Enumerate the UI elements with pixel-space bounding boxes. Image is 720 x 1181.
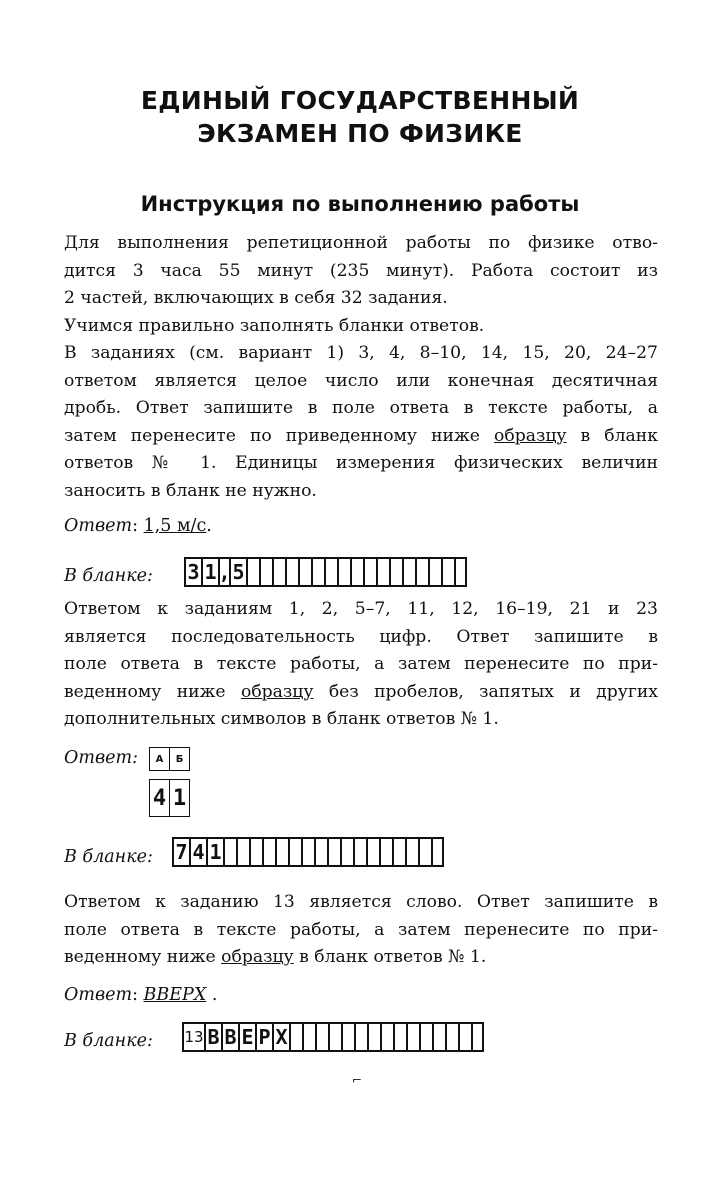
answer-cell-filled: 3 <box>184 557 201 587</box>
answer-cell-empty <box>246 557 259 587</box>
answer-punct: . <box>206 985 218 1005</box>
blank-1-label: В бланке: <box>64 566 153 586</box>
text-line <box>64 944 658 972</box>
answer-cell-empty <box>324 557 337 587</box>
task-number-cell: 13 <box>182 1022 204 1052</box>
text-line: является последовательность цифр. Ответ запишите в <box>64 626 658 647</box>
answer-cell-empty <box>353 837 366 867</box>
answer-cell-empty <box>363 557 376 587</box>
answer-cell-empty <box>259 557 272 587</box>
column-a-value: 4 <box>150 780 170 817</box>
answer-cell-filled: Е <box>238 1022 255 1052</box>
answer-cell-empty <box>327 837 340 867</box>
instruction-heading: Инструкция по выполнению работы <box>140 192 580 216</box>
answer-cell-empty <box>376 557 389 587</box>
text-fragment: в бланк <box>566 425 658 446</box>
answer-cell-empty <box>311 557 324 587</box>
answer-cell-filled: В <box>221 1022 238 1052</box>
answer-label: Ответ <box>64 985 133 1005</box>
answer-cell-empty <box>315 1022 328 1052</box>
answer-cell-empty <box>288 837 301 867</box>
answer-cell-empty <box>301 837 314 867</box>
title-line-1: ЕДИНЫЙ ГОСУДАРСТВЕННЫЙ <box>140 86 580 115</box>
text-line: 2 частей, включающих в себя 32 задания. <box>64 288 448 308</box>
answer-sheet-row-3 <box>182 1022 484 1052</box>
column-b-value: 1 <box>170 780 190 817</box>
answer-cell-empty <box>471 1022 484 1052</box>
answer-cell-empty <box>328 1022 341 1052</box>
answer-cell-empty <box>302 1022 315 1052</box>
answer-cell-empty <box>272 557 285 587</box>
answer-cell-filled: В <box>204 1022 221 1052</box>
text-line: заносить в бланк не нужно. <box>64 480 317 501</box>
sample-underlined: образцу <box>240 681 314 702</box>
answer-cell-empty <box>298 557 311 587</box>
answer-cell-empty <box>419 1022 432 1052</box>
text-fragment: веденному ниже <box>64 947 222 967</box>
answer-cell-empty <box>262 837 275 867</box>
text-fragment: без пробелов, запятых и других <box>313 681 658 702</box>
text-line <box>64 423 658 451</box>
answer-sheet-row-1 <box>184 557 467 587</box>
answer-2-label: Ответ: <box>64 748 138 768</box>
text-line: дится 3 часа 55 минут (235 минут). Работа состоит из <box>64 260 658 281</box>
answer-cell-empty <box>366 837 379 867</box>
answer-cell-empty <box>392 837 405 867</box>
answer-punct: . <box>206 516 212 536</box>
answer-cell-empty <box>379 837 392 867</box>
column-b-header: Б <box>170 748 190 771</box>
page-mark: ⌐ <box>352 1073 363 1087</box>
answer-cell-empty <box>380 1022 393 1052</box>
answer-value: ВВЕРХ <box>143 985 207 1005</box>
answer-cell-filled: 1 <box>206 837 223 867</box>
text-line: В заданиях (см. вариант 1) 3, 4, 8–10, 14, 15, 20, 24–27 <box>64 343 658 363</box>
answer-cell-empty <box>223 837 236 867</box>
answer-cell-empty <box>350 557 363 587</box>
answer-cell-empty <box>340 837 353 867</box>
answer-cell-empty <box>393 1022 406 1052</box>
answer-cell-empty <box>285 557 298 587</box>
sample-underlined: образцу <box>494 425 567 446</box>
answer-cell-empty <box>406 1022 419 1052</box>
answer-cell-empty <box>418 837 431 867</box>
answer-cell-empty <box>441 557 454 587</box>
answer-colon: : <box>132 516 144 536</box>
text-fragment: в бланк ответов № 1. <box>293 947 487 967</box>
text-line <box>64 679 658 707</box>
blank-3-label: В бланке: <box>64 1031 153 1051</box>
text-line: Для выполнения репетиционной работы по физике отво- <box>64 233 658 253</box>
text-line: Ответом к заданию 13 является слово. Ответ запишите в <box>64 892 658 912</box>
answer-label: Ответ <box>64 516 133 536</box>
answer-cell-empty <box>402 557 415 587</box>
text-line: Учимся правильно заполнять бланки ответов. <box>64 315 485 336</box>
answer-cell-empty <box>389 557 402 587</box>
answer-cell-filled: Р <box>255 1022 272 1052</box>
text-line: ответом является целое число или конечная десятичная <box>64 370 658 391</box>
answer-cell-filled: 4 <box>189 837 206 867</box>
answer-cell-filled: 5 <box>229 557 246 587</box>
page-title <box>0 84 720 150</box>
text-line: поле ответа в тексте работы, а затем перенесите по при- <box>64 919 658 940</box>
answer-cell-empty <box>405 837 418 867</box>
column-a-header: А <box>150 748 170 771</box>
text-line: дополнительных символов в бланк ответов № 1. <box>64 709 499 729</box>
answer-value: 1,5 м/с <box>143 516 207 536</box>
answer-cell-empty <box>289 1022 302 1052</box>
answer-cell-empty <box>314 837 327 867</box>
answer-cell-empty <box>275 837 288 867</box>
answer-sheet-row-2 <box>172 837 444 867</box>
answer-3 <box>64 983 217 1007</box>
answer-cell-empty <box>445 1022 458 1052</box>
answer-cell-empty <box>454 557 467 587</box>
title-line-2: ЭКЗАМЕН ПО ФИЗИКЕ <box>197 119 523 148</box>
answer-cell-empty <box>432 1022 445 1052</box>
answer-cell-filled: Х <box>272 1022 289 1052</box>
instruction-paragraph-3 <box>64 889 658 972</box>
text-fragment: веденному ниже <box>64 681 241 702</box>
answer-cell-empty <box>341 1022 354 1052</box>
instruction-paragraph-2 <box>64 596 658 734</box>
answer-cell-empty <box>415 557 428 587</box>
answer-cell-empty <box>236 837 249 867</box>
answer-cell-empty <box>354 1022 367 1052</box>
text-line: поле ответа в тексте работы, а затем перенесите по при- <box>64 654 658 674</box>
text-line: Ответом к заданиям 1, 2, 5–7, 11, 12, 16–19, 21 и 23 <box>64 599 658 619</box>
answer-cell-empty <box>458 1022 471 1052</box>
answer-ab-table <box>149 747 190 817</box>
answer-cell-empty <box>431 837 444 867</box>
instruction-paragraph-1 <box>64 230 658 505</box>
answer-cell-filled: 7 <box>172 837 189 867</box>
answer-cell-filled: 1 <box>201 557 218 587</box>
blank-2-label: В бланке: <box>64 847 153 867</box>
answer-colon: : <box>132 985 144 1005</box>
text-line: ответов № 1. Единицы измерения физических величин <box>64 453 658 473</box>
answer-cell-empty <box>367 1022 380 1052</box>
text-line: дробь. Ответ запишите в поле ответа в тексте работы, а <box>64 398 658 418</box>
answer-cell-empty <box>428 557 441 587</box>
answer-cell-empty <box>337 557 350 587</box>
text-fragment: затем перенесите по приведенному ниже <box>64 425 495 446</box>
answer-cell-filled: , <box>218 557 229 587</box>
sample-underlined: образцу <box>221 947 294 967</box>
answer-cell-empty <box>249 837 262 867</box>
answer-1 <box>64 514 212 538</box>
